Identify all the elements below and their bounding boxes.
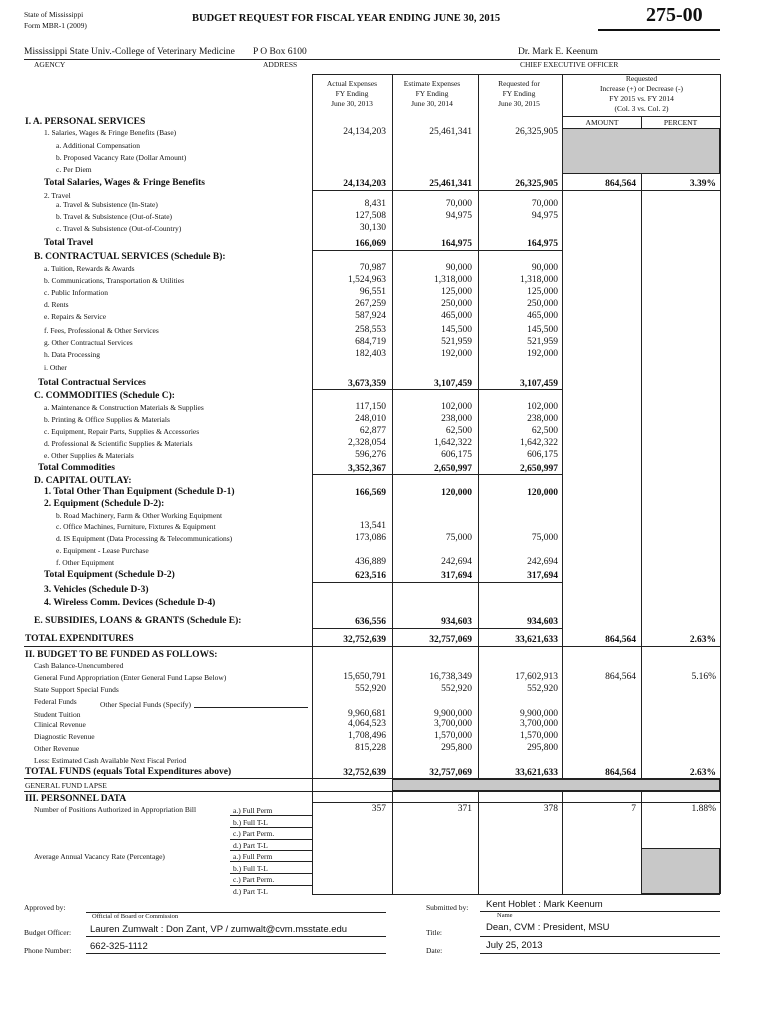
cell-requested: 94,975 (531, 211, 558, 221)
cell-actual: 596,276 (355, 450, 386, 460)
cell-actual: 127,508 (355, 211, 386, 221)
cell-estimate: 2,650,997 (434, 464, 472, 474)
row-label: a. Maintenance & Construction Materials & Supplies (44, 403, 204, 412)
row-label: Total Salaries, Wages & Fringe Benefits (44, 178, 205, 188)
date-value: July 25, 2013 (486, 940, 543, 951)
cell-estimate: 70,000 (445, 199, 472, 209)
cell-estimate: 606,175 (441, 450, 472, 460)
cell-estimate: 125,000 (441, 287, 472, 297)
cell-requested: 125,000 (527, 287, 558, 297)
address-label: ADDRESS (263, 60, 298, 69)
cell-estimate: 238,000 (441, 414, 472, 424)
row-label: 4. Wireless Comm. Devices (Schedule D-4) (44, 598, 216, 608)
cell-actual: 24,134,203 (343, 127, 386, 137)
row-label: a. Travel & Subsistence (In-State) (56, 200, 158, 209)
cell-estimate: 192,000 (441, 349, 472, 359)
cell-estimate: 16,738,349 (429, 672, 472, 682)
row-label: c. Travel & Subsistence (Out-of-Country) (56, 224, 182, 233)
row-label: c. Public Information (44, 288, 108, 297)
cell-requested: 120,000 (527, 488, 558, 498)
official-label: Official of Board or Commission (92, 913, 179, 920)
budget-officer-value: Lauren Zumwalt : Don Zant, VP / zumwalt@cvm.msstate.edu (90, 924, 348, 935)
title-label: Title: (426, 928, 442, 937)
row-label: b. Communications, Transportation & Utilities (44, 276, 185, 285)
row-label: Total Travel (44, 238, 94, 248)
cell-estimate: 3,700,000 (434, 719, 472, 729)
cell-requested: 934,603 (527, 617, 558, 627)
approved-by-label: Approved by: (24, 903, 66, 912)
row-label: e. Equipment - Lease Purchase (56, 546, 149, 555)
col-estimate-header: Estimate Expenses FY Ending June 30, 2014 (403, 79, 461, 108)
col-actual-header: Actual Expenses FY Ending June 30, 2013 (326, 79, 378, 108)
row-label: TOTAL EXPENDITURES (25, 634, 134, 644)
row-label: Total Equipment (Schedule D-2) (44, 570, 175, 580)
positions-change-percent: 1.88% (691, 804, 716, 814)
cell-requested: 465,000 (527, 311, 558, 321)
cell-actual: 436,889 (355, 557, 386, 567)
chief-executive: Dr. Mark E. Keenum (518, 47, 598, 57)
cell-estimate: 317,694 (441, 571, 472, 581)
budget-officer-label: Budget Officer: (24, 928, 72, 937)
cell-actual: 3,352,367 (348, 464, 386, 474)
phone-label: Phone Number: (24, 946, 72, 955)
cell-requested: 62,500 (531, 426, 558, 436)
cell-estimate: 552,920 (441, 684, 472, 694)
cell-estimate: 25,461,341 (429, 179, 472, 189)
cell-requested: 521,959 (527, 337, 558, 347)
cell-actual: 267,259 (355, 299, 386, 309)
cell-requested: 2,650,997 (520, 464, 558, 474)
cell-actual: 3,673,359 (348, 379, 386, 389)
row-label: d. IS Equipment (Data Processing & Telecommunications) (56, 534, 233, 543)
cell-actual: 70,987 (359, 263, 386, 273)
row-label: a. Additional Compensation (56, 141, 140, 150)
row-label: III. PERSONNEL DATA (25, 794, 127, 804)
row-label: h. Data Processing (44, 350, 101, 359)
positions-change-amount: 7 (631, 804, 636, 814)
cell-actual: 684,719 (355, 337, 386, 347)
cell-actual: 1,524,963 (348, 275, 386, 285)
cell-requested: 250,000 (527, 299, 558, 309)
cell-actual: 15,650,791 (343, 672, 386, 682)
cell-requested: 238,000 (527, 414, 558, 424)
positions-actual: 357 (371, 804, 386, 814)
row-label: e. Other Supplies & Materials (44, 451, 134, 460)
phone-value: 662-325-1112 (90, 941, 148, 952)
cell-estimate: 75,000 (445, 533, 472, 543)
row-label: 2. Equipment (Schedule D-2): (44, 499, 165, 509)
row-label: g. Other Contractual Services (44, 338, 133, 347)
cell-change-percent: 5.16% (691, 672, 716, 682)
cell-actual: 24,134,203 (343, 179, 386, 189)
row-label: f. Fees, Professional & Other Services (44, 326, 159, 335)
ceo-label: CHIEF EXECUTIVE OFFICER (520, 60, 619, 69)
row-label: 1. Salaries, Wages & Fringe Benefits (Base) (44, 128, 177, 137)
positions-label: Number of Positions Authorized in Appropriation Bill (34, 805, 197, 814)
cell-estimate: 3,107,459 (434, 379, 472, 389)
cell-requested: 3,700,000 (520, 719, 558, 729)
agency-code: 275-00 (646, 4, 703, 26)
cell-actual: 32,752,639 (343, 768, 386, 778)
row-label: 1. Total Other Than Equipment (Schedule D-1) (44, 487, 235, 497)
cell-actual: 32,752,639 (343, 635, 386, 645)
cell-estimate: 25,461,341 (429, 127, 472, 137)
row-label: d. Rents (44, 300, 69, 309)
cell-actual: 248,010 (355, 414, 386, 424)
cell-requested: 1,570,000 (520, 731, 558, 741)
cell-requested: 9,900,000 (520, 709, 558, 719)
cell-change-percent: 2.63% (689, 635, 716, 645)
row-label: b. Road Machinery, Farm & Other Working Equipment (56, 511, 223, 520)
row-label: Other Revenue (34, 744, 80, 753)
cell-actual: 9,960,681 (348, 709, 386, 719)
cell-requested: 1,318,000 (520, 275, 558, 285)
cell-requested: 317,694 (527, 571, 558, 581)
row-label: b. Proposed Vacancy Rate (Dollar Amount) (56, 153, 187, 162)
page-title: BUDGET REQUEST FOR FISCAL YEAR ENDING JUNE 30, 2015 (192, 13, 501, 24)
cell-estimate: 1,642,322 (434, 438, 472, 448)
cell-estimate: 32,757,069 (429, 768, 472, 778)
date-label: Date: (426, 946, 443, 955)
row-label: d. Professional & Scientific Supplies & Materials (44, 439, 193, 448)
cell-requested: 70,000 (531, 199, 558, 209)
cell-requested: 606,175 (527, 450, 558, 460)
row-label: Diagnostic Revenue (34, 732, 95, 741)
cell-requested: 242,694 (527, 557, 558, 567)
row-label: Total Contractual Services (38, 378, 146, 388)
cell-actual: 552,920 (355, 684, 386, 694)
cell-actual: 8,431 (364, 199, 386, 209)
row-label: 2. Travel (44, 191, 71, 200)
row-label: a. Tuition, Rewards & Awards (44, 264, 135, 273)
cell-actual: 1,708,496 (348, 731, 386, 741)
cell-requested: 295,800 (527, 743, 558, 753)
cell-requested: 1,642,322 (520, 438, 558, 448)
cell-estimate: 102,000 (441, 402, 472, 412)
cell-actual: 166,069 (355, 239, 386, 249)
cell-actual: 166,569 (355, 488, 386, 498)
cell-actual: 258,553 (355, 325, 386, 335)
cell-requested: 145,500 (527, 325, 558, 335)
other-special-funds-label: Other Special Funds (Specify) (100, 700, 194, 709)
position-types-b: a.) Full Perm b.) Full T-L c.) Part Perm. d.) Part T-L (233, 852, 275, 896)
row-label: Student Tuition (34, 710, 81, 719)
cell-requested: 102,000 (527, 402, 558, 412)
agency-address: P O Box 6100 (253, 47, 307, 57)
positions-requested: 378 (543, 804, 558, 814)
col-percent-header: PERCENT (663, 118, 698, 127)
cell-estimate: 465,000 (441, 311, 472, 321)
row-label: b. Travel & Subsistence (Out-of-State) (56, 212, 173, 221)
row-label: c. Per Diem (56, 165, 92, 174)
cell-estimate: 9,900,000 (434, 709, 472, 719)
row-label: I. A. PERSONAL SERVICES (25, 117, 146, 127)
cell-actual: 182,403 (355, 349, 386, 359)
state-label: State of Mississippi (24, 10, 84, 19)
col-change-header: Requested Increase (+) or Decrease (-) FY 2015 vs. FY 2014 (Col. 3 vs. Col. 2) (600, 74, 683, 113)
cell-estimate: 1,570,000 (434, 731, 472, 741)
row-label: i. Other (44, 363, 67, 372)
cell-estimate: 521,959 (441, 337, 472, 347)
row-label: Clinical Revenue (34, 720, 86, 729)
row-label: D. CAPITAL OUTLAY: (34, 476, 132, 486)
positions-estimate: 371 (457, 804, 472, 814)
row-label: 3. Vehicles (Schedule D-3) (44, 585, 149, 595)
col-requested-header: Requested for FY Ending June 30, 2015 (498, 79, 540, 108)
cell-requested: 164,975 (527, 239, 558, 249)
cell-requested: 90,000 (531, 263, 558, 273)
submitted-by-label: Submitted by: (426, 903, 469, 912)
row-label: TOTAL FUNDS (equals Total Expenditures above) (25, 767, 232, 777)
row-label: General Fund Appropriation (Enter General Fund Lapse Below) (34, 673, 227, 682)
cell-requested: 552,920 (527, 684, 558, 694)
row-label: GENERAL FUND LAPSE (25, 781, 107, 790)
cell-requested: 33,621,633 (515, 635, 558, 645)
vacancy-rate-label: Average Annual Vacancy Rate (Percentage) (34, 852, 165, 861)
cell-requested: 26,325,905 (515, 179, 558, 189)
agency-label: AGENCY (34, 60, 66, 69)
cell-change-percent: 3.39% (689, 179, 716, 189)
row-label: c. Equipment, Repair Parts, Supplies & Accessories (44, 427, 200, 436)
row-label: Federal Funds (34, 697, 77, 706)
row-label: B. CONTRACTUAL SERVICES (Schedule B): (34, 252, 226, 262)
name-label: Name (497, 912, 513, 919)
cell-requested: 75,000 (531, 533, 558, 543)
row-label: E. SUBSIDIES, LOANS & GRANTS (Schedule E): (34, 616, 242, 626)
cell-change-percent: 2.63% (689, 768, 716, 778)
cell-actual: 623,516 (355, 571, 386, 581)
cell-estimate: 120,000 (441, 488, 472, 498)
cell-actual: 636,556 (355, 617, 386, 627)
cell-change-amount: 864,564 (605, 179, 636, 189)
row-label: State Support Special Funds (34, 685, 119, 694)
title-value: Dean, CVM : President, MSU (486, 922, 610, 933)
cell-change-amount: 864,564 (605, 635, 636, 645)
row-label: f. Other Equipment (56, 558, 115, 567)
row-label: II. BUDGET TO BE FUNDED AS FOLLOWS: (25, 650, 218, 660)
cell-actual: 815,228 (355, 743, 386, 753)
cell-requested: 17,602,913 (515, 672, 558, 682)
cell-estimate: 250,000 (441, 299, 472, 309)
col-amount-header: AMOUNT (585, 118, 619, 127)
cell-actual: 117,150 (355, 402, 386, 412)
agency-name: Mississippi State Univ.-College of Veterinary Medicine (24, 47, 235, 57)
row-label: Total Commodities (38, 463, 115, 473)
cell-actual: 96,551 (359, 287, 386, 297)
cell-actual: 62,877 (359, 426, 386, 436)
cell-estimate: 32,757,069 (429, 635, 472, 645)
cell-estimate: 62,500 (445, 426, 472, 436)
form-number: Form MBR-1 (2009) (24, 21, 87, 30)
cell-actual: 4,064,523 (348, 719, 386, 729)
row-label: c. Office Machines, Furniture, Fixtures & Equipment (56, 522, 216, 531)
row-label: C. COMMODITIES (Schedule C): (34, 391, 175, 401)
row-label: b. Printing & Office Supplies & Materials (44, 415, 170, 424)
cell-actual: 13,541 (359, 521, 386, 531)
cell-requested: 3,107,459 (520, 379, 558, 389)
cell-estimate: 90,000 (445, 263, 472, 273)
cell-change-amount: 864,564 (605, 768, 636, 778)
cell-estimate: 242,694 (441, 557, 472, 567)
row-label: Less: Estimated Cash Available Next Fiscal Period (34, 756, 187, 765)
cell-estimate: 934,603 (441, 617, 472, 627)
cell-actual: 173,086 (355, 533, 386, 543)
row-label: e. Repairs & Service (44, 312, 107, 321)
row-label: Cash Balance-Unencumbered (34, 661, 124, 670)
position-types-a: a.) Full Perm b.) Full T-L c.) Part Perm. d.) Part T-L (233, 806, 275, 850)
cell-requested: 33,621,633 (515, 768, 558, 778)
cell-actual: 2,328,054 (348, 438, 386, 448)
cell-actual: 30,130 (359, 223, 386, 233)
cell-actual: 587,924 (355, 311, 386, 321)
cell-estimate: 295,800 (441, 743, 472, 753)
submitted-by-value: Kent Hoblet : Mark Keenum (486, 899, 603, 910)
cell-estimate: 145,500 (441, 325, 472, 335)
cell-change-amount: 864,564 (605, 672, 636, 682)
cell-requested: 192,000 (527, 349, 558, 359)
cell-estimate: 94,975 (445, 211, 472, 221)
cell-estimate: 164,975 (441, 239, 472, 249)
cell-requested: 26,325,905 (515, 127, 558, 137)
cell-estimate: 1,318,000 (434, 275, 472, 285)
